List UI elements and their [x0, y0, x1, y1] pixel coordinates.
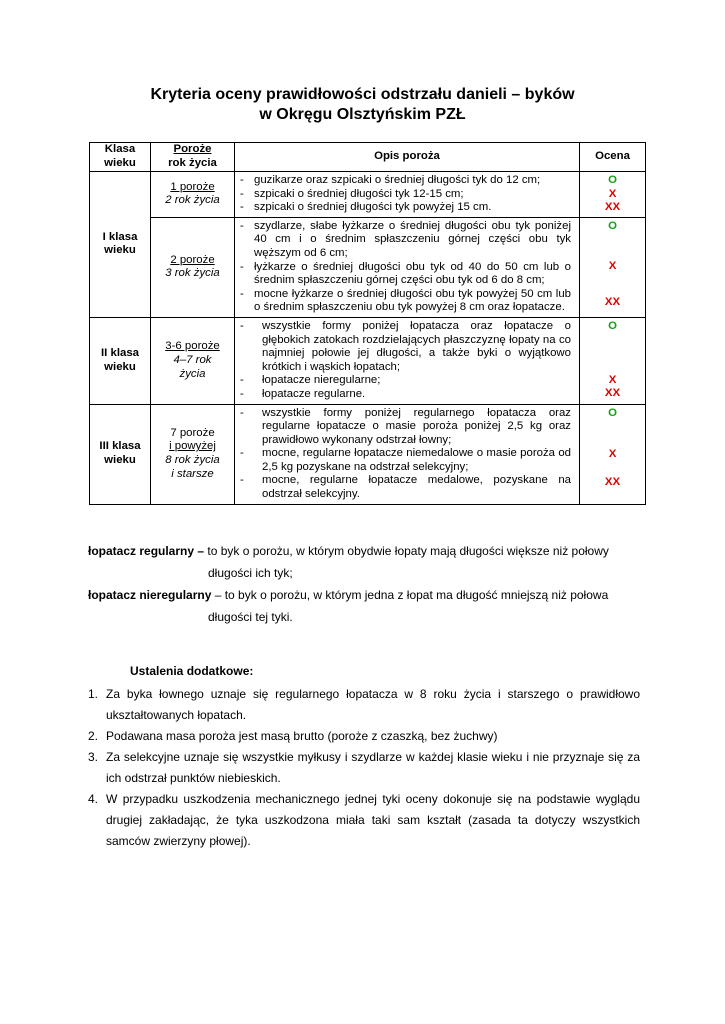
definition-irregular: [88, 584, 640, 628]
rating-x: X: [608, 260, 617, 273]
header-klasa-line2: wieku: [104, 157, 136, 169]
list-item: [240, 261, 571, 288]
list-item: [240, 201, 571, 215]
list-item: [240, 374, 571, 388]
table-header-row: [90, 143, 646, 172]
dash: -: [240, 406, 244, 419]
title-line-1: Kryteria oceny prawidłowości odstrzału danieli – byków: [150, 86, 575, 103]
class-2-label-line1: II klasa: [101, 347, 139, 360]
dash: -: [240, 474, 244, 487]
rok-label-line1: 8 rok życia: [165, 454, 220, 467]
class-2-poroze: [151, 317, 235, 404]
item-text: mocne łyżkarze o średniej długości obu tyk powyżej 50 cm lub o średnim spłaszczeniu obu tyk powyżej 8 cm oraz łopatacze.: [254, 287, 571, 314]
poroze-label-line1: 7 poroże: [170, 426, 215, 439]
header-klasa-line1: Klasa: [104, 143, 136, 156]
class-1-rowB-desc: [235, 217, 580, 317]
rating-o: O: [608, 219, 617, 232]
item-text: łyżkarze o średniej długości obu tyk od 40 do 50 cm lub o średnim spłaszczeniu górnej części obu tyk od 6 do 8 cm;: [254, 260, 571, 287]
rating-x: X: [608, 448, 617, 461]
item-text: łopatacze nieregularne;: [262, 374, 381, 387]
item-text: wszystkie formy poniżej regularnego łopatacza oraz regularne łopatacze o masie poroża poniżej 2,5 kg oraz prawidłowo wykonany odstrzał łowny;: [262, 406, 571, 446]
definition-text-cont: długości ich tyk;: [208, 566, 293, 580]
class-2-ocena: [580, 317, 646, 404]
item-text: mocne, regularne łopatacze niemedalowe o masie poroża od 2,5 kg pozyskane na odstrzał selekcyjny;: [262, 447, 571, 473]
dash: -: [240, 319, 244, 332]
title-line-2: w Okręgu Olsztyńskim PZŁ: [259, 106, 466, 123]
class-3-label-line1: III klasa: [99, 440, 141, 453]
item-text: wszystkie formy poniżej łopatacza oraz łopatacze o głębokich zatokach rozdzielających płaszczyznę łopaty na co najmniej połowie jej długości, a także byki o wyjątkowo krótkich i wąskich łopatach;: [262, 319, 571, 373]
rating-x: X: [608, 187, 617, 200]
header-opis: Opis poroża: [235, 143, 580, 172]
rok-label-line1: 4–7 rok: [173, 353, 212, 366]
item-text: Za selekcyjne uznaje się wszystkie myłkusy i szydlarze w każdej klasie wieku i nie przyznaje się za ich odstrzał punktów niebieskich.: [106, 750, 640, 785]
list-item: [240, 447, 571, 474]
item-number: 1.: [88, 687, 99, 701]
class-2-label-line2: wieku: [104, 360, 136, 373]
item-text: W przypadku uszkodzenia mechanicznego jednej tyki oceny dokonuje się na podstawie wyglądu drugiej zakładając, że tyka uszkodzona miała taki sam kształt (zasada ta dotyczy wszystkich samców zwierzyny płowej).: [106, 792, 640, 848]
dash: -: [240, 187, 244, 200]
criteria-table: [89, 142, 646, 505]
rating-xx: XX: [604, 475, 621, 488]
list-item: [240, 174, 571, 188]
page-title: [0, 85, 725, 125]
item-text: szpicaki o średniej długości tyk 12-15 cm;: [254, 187, 464, 200]
table-row: [90, 217, 646, 317]
definition-term: łopatacz nieregularny: [88, 588, 212, 602]
definition-term: łopatacz regularny –: [88, 544, 205, 558]
dash: -: [240, 260, 244, 273]
item-text: szydlarze, słabe łyżkarze o średniej długości obu tyk poniżej 40 cm i o średnim spłaszczeniu górnej części obu tyk węższym od 6 cm;: [254, 219, 571, 259]
class-2-desc: [235, 317, 580, 404]
list-item: [240, 188, 571, 202]
class-1-rowB-poroze: [151, 217, 235, 317]
item-text: szpicaki o średniej długości tyk powyżej 15 cm.: [254, 201, 492, 214]
dash: -: [240, 174, 244, 186]
table-row: [90, 172, 646, 218]
class-1-label-line1: I klasa: [102, 230, 138, 243]
class-1-label-line2: wieku: [104, 244, 136, 257]
table-row: [90, 404, 646, 504]
definition-text: to byk o porożu, w którym obydwie łopaty mają długości większe niż połowy: [204, 544, 609, 558]
list-item: [240, 388, 571, 402]
class-1-rowA-desc: [235, 172, 580, 218]
list-item: [240, 220, 571, 261]
rating-xx: XX: [604, 387, 621, 400]
list-item: [240, 474, 571, 501]
list-item: [88, 747, 640, 789]
class-1-rowA-ocena: [580, 172, 646, 218]
header-poroze-line2: rok życia: [168, 157, 217, 169]
dash: -: [240, 387, 244, 400]
class-3-desc: [235, 404, 580, 504]
rating-x: X: [608, 373, 617, 386]
class-3-poroze: [151, 404, 235, 504]
extra-list: [88, 684, 640, 852]
dash: -: [240, 287, 244, 300]
class-1-rowA-poroze: [151, 172, 235, 218]
list-item: [240, 407, 571, 448]
dash: -: [240, 447, 244, 460]
class-3-ocena: [580, 404, 646, 504]
list-item: [240, 320, 571, 374]
list-item: [88, 789, 640, 852]
item-text: Podawana masa poroża jest masą brutto (poroże z czaszką, bez żuchwy): [106, 729, 498, 743]
list-item: [88, 684, 640, 726]
list-item: [88, 726, 640, 747]
extra-section-title: Ustalenia dodatkowe:: [130, 664, 254, 678]
dash: -: [240, 201, 244, 214]
definitions: [88, 540, 640, 628]
rok-label-line2: i starsze: [171, 467, 214, 480]
rating-o: O: [608, 319, 617, 332]
dash: -: [240, 374, 244, 387]
poroze-label: 2 poroże: [170, 253, 215, 266]
class-1-rowB-ocena: [580, 217, 646, 317]
rating-xx: XX: [604, 201, 621, 214]
class-3-label: [90, 404, 151, 504]
rating-xx: XX: [604, 295, 621, 308]
class-3-label-line2: wieku: [104, 454, 136, 467]
item-number: 3.: [88, 750, 99, 764]
rating-o: O: [608, 406, 617, 419]
item-text: łopatacze regularne.: [262, 387, 366, 400]
item-text: guzikarze oraz szpicaki o średniej długości tyk do 12 cm;: [254, 174, 541, 186]
rok-label: 2 rok życia: [165, 194, 220, 207]
definition-text: – to byk o porożu, w którym jedna z łopat ma długość mniejszą niż połowa: [211, 588, 609, 602]
class-2-label: [90, 317, 151, 404]
header-ocena: Ocena: [580, 143, 646, 172]
poroze-label: 1 poroże: [170, 180, 215, 193]
header-poroze: [151, 143, 235, 172]
dash: -: [240, 219, 244, 232]
table-row: [90, 317, 646, 404]
poroze-label-line2: i powyżej: [169, 440, 216, 453]
list-item: [240, 288, 571, 315]
item-text: mocne, regularne łopatacze medalowe, pozyskane na odstrzał selekcyjny.: [262, 474, 571, 501]
poroze-label: 3-6 poroże: [165, 340, 220, 353]
definition-regular: [88, 540, 640, 584]
item-text: Za byka łownego uznaje się regularnego łopatacza w 8 roku życia i starszego o prawidłowo ukształtowanych łopatach.: [106, 687, 640, 722]
item-number: 2.: [88, 729, 99, 743]
header-poroze-line1: Poroże: [173, 143, 212, 156]
rating-o: O: [608, 174, 617, 186]
header-klasa: [90, 143, 151, 172]
item-number: 4.: [88, 792, 99, 806]
class-1-label: [90, 172, 151, 318]
definition-text-cont: długości tej tyki.: [208, 610, 293, 624]
rok-label-line2: życia: [179, 367, 206, 380]
rok-label: 3 rok życia: [165, 267, 220, 280]
